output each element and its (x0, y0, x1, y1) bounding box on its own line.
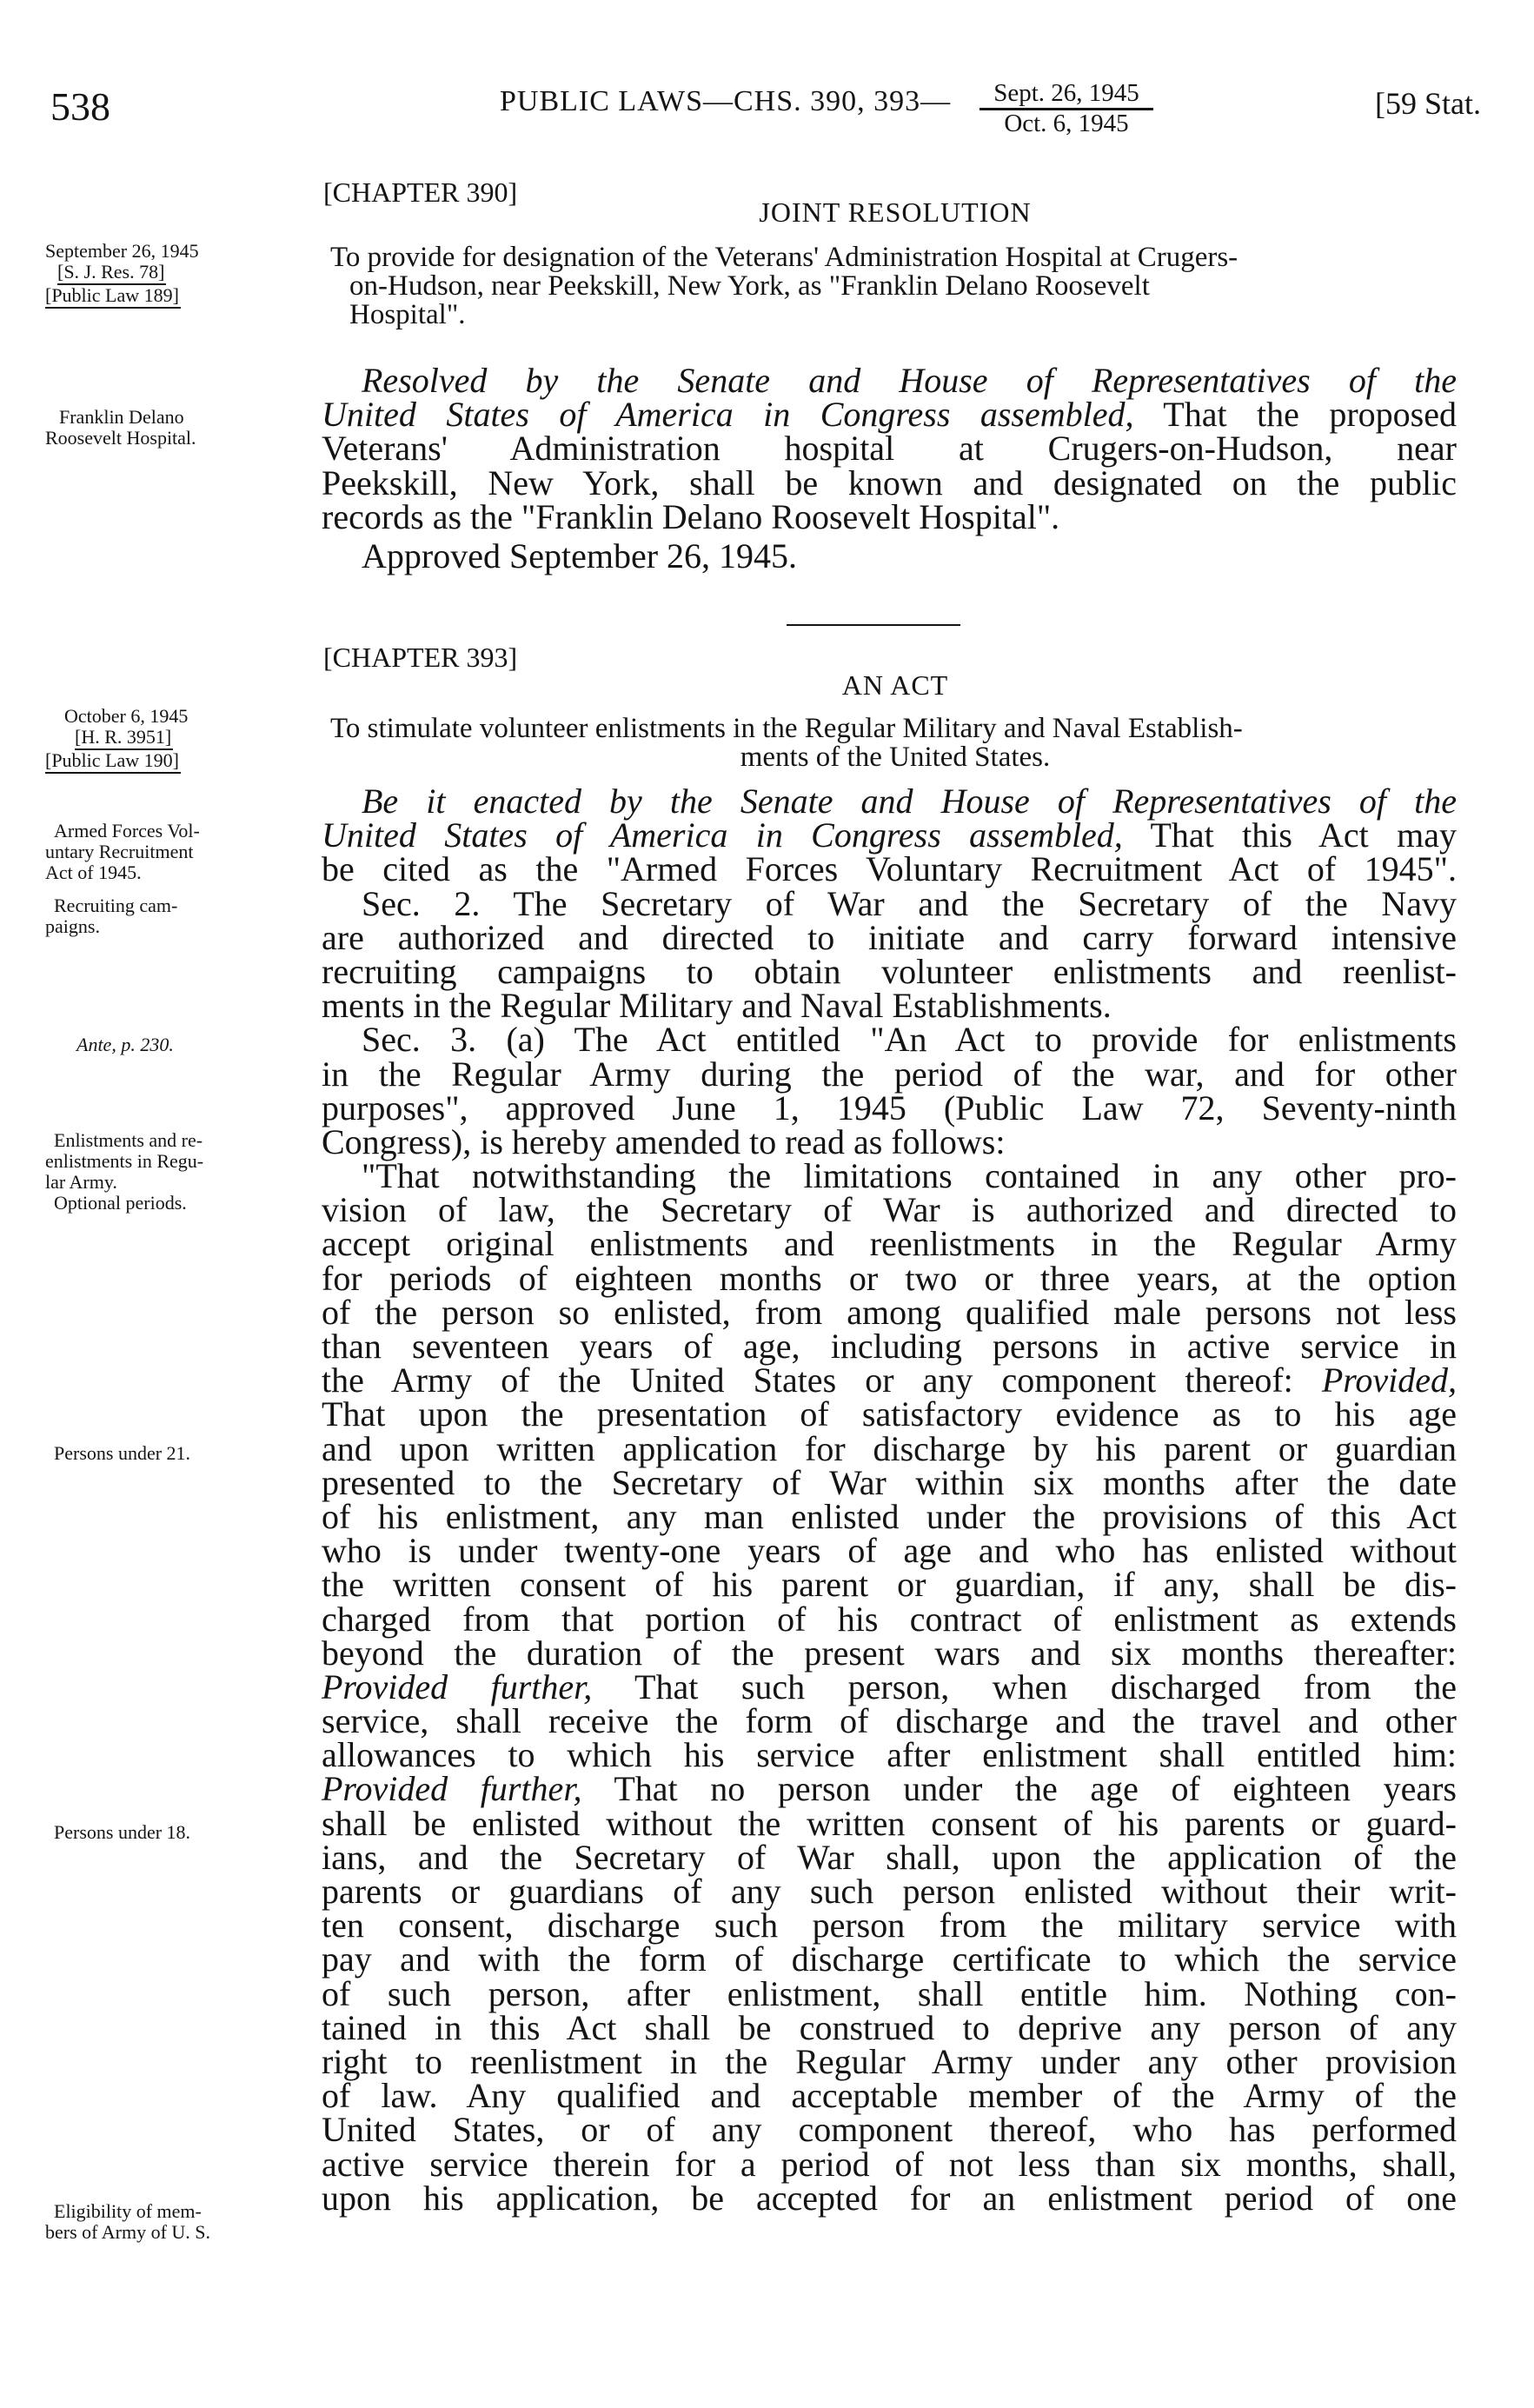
text-line: charged from that portion of his contract of enlistment as extends (322, 1599, 1457, 1639)
text-line: Congress), is hereby amended to read as follows: (322, 1121, 1006, 1161)
text-line: accept original enlistments and reenlistments in the Regular Army (322, 1224, 1457, 1264)
text-line: in the Regular Army during the period of the war, and for other (322, 1054, 1457, 1094)
margin-public-law: [Public Law 190] (45, 750, 181, 774)
text-line: ten consent, discharge such person from the military service with (322, 1906, 1457, 1946)
text-line: parents or guardians of any such person enlisted without their writ- (322, 1872, 1457, 1911)
text-line: recruiting campaigns to obtain volunteer enlistments and reenlist- (322, 951, 1457, 991)
text-line: upon his application, be accepted for an enlistment period of one (322, 2178, 1457, 2218)
chapter-393-purpose (330, 715, 1460, 772)
chapter-393-heading: [CHAPTER 393] (323, 642, 518, 673)
text-line: the written consent of his parent or guardian, if any, shall be dis- (322, 1565, 1457, 1605)
text-line: service, shall receive the form of discharge and the travel and other (322, 1701, 1457, 1741)
text-line: of the person so enlisted, from among qualified male persons not less (322, 1292, 1457, 1332)
text-line: Provided further, That such person, when discharged from the (322, 1666, 1457, 1706)
chapter-390-heading: [CHAPTER 390] (323, 176, 518, 208)
text-line: and upon written application for discharge by his parent or guardian (322, 1428, 1457, 1468)
margin-note-title: Armed Forces Vol- untary Recruitment Act of 1945. (45, 820, 200, 883)
text-line: presented to the Secretary of War within six months after the date (322, 1462, 1457, 1502)
purpose-line: on-Hudson, near Peekskill, New York, as "Franklin Delano Roosevelt (349, 270, 1150, 302)
text-line: "That notwithstanding the limitations contained in any other pro- (362, 1156, 1457, 1196)
text-line: for periods of eighteen months or two or three years, at the option (322, 1258, 1457, 1298)
text-line: who is under twenty-one years of age and who has enlisted without (322, 1531, 1457, 1571)
text-line: right to reenlistment in the Regular Army under any other provision (322, 2041, 1457, 2081)
text-line: Veterans' Administration hospital at Crugers-on-Hudson, near (322, 429, 1457, 469)
margin-note-under18: Persons under 18. (54, 1821, 191, 1843)
date-bottom: Oct. 6, 1945 (1004, 110, 1129, 138)
text-line: active service therein for a period of not less than six months, shall, (322, 2144, 1457, 2184)
text-line: tained in this Act shall be construed to deprive any person of any (322, 2007, 1457, 2047)
purpose-line: Hospital". (349, 299, 466, 330)
text-line: United States of America in Congress assembled, That the proposed (322, 395, 1457, 435)
margin-note-recruiting: Recruiting cam- paigns. (45, 895, 178, 937)
margin-date: September 26, 1945 (45, 240, 199, 262)
volume-citation: [59 Stat. (1375, 86, 1481, 121)
section-divider (787, 624, 960, 626)
page-number: 538 (50, 84, 110, 129)
date-range (962, 80, 1171, 137)
text-line: allowances to which his service after enlistment shall entitled him: (322, 1735, 1457, 1775)
margin-note-eligibility: Eligibility of mem- bers of Army of U. S. (45, 2200, 211, 2243)
chapter-390-body (322, 363, 1457, 573)
margin-note-fdr: Franklin Delano Roosevelt Hospital. (45, 406, 196, 449)
margin-note-under21: Persons under 21. (54, 1442, 191, 1464)
margin-note-enlistments: Enlistments and re- enlistments in Regu- lar Army. Optional periods. (45, 1129, 204, 1214)
text-line: pay and with the form of discharge certificate to which the service (322, 1939, 1457, 1979)
text-line: than seventeen years of age, including persons in active service in (322, 1327, 1457, 1366)
text-line: vision of law, the Secretary of War is authorized and directed to (322, 1190, 1457, 1230)
text-line: ians, and the Secretary of War shall, upon the application of the (322, 1837, 1457, 1877)
margin-note-ante: Ante, p. 230. (76, 1034, 174, 1055)
date-top: Sept. 26, 1945 (993, 79, 1139, 107)
purpose-line: ments of the United States. (740, 742, 1051, 773)
text-line: Sec. 2. The Secretary of War and the Secretary of the Navy (362, 883, 1457, 923)
running-head: PUBLIC LAWS—CHS. 390, 393— (500, 85, 952, 117)
chapter-393-body (322, 782, 1457, 2218)
margin-date: October 6, 1945 (64, 705, 189, 727)
act-title: AN ACT (841, 669, 949, 701)
text-line: of his enlistment, any man enlisted under the provisions of this Act (322, 1496, 1457, 1536)
margin-note-390 (45, 241, 306, 309)
text-line: shall be enlisted without the written consent of his parents or guard- (322, 1803, 1457, 1843)
text-line: of such person, after enlistment, shall entitle him. Nothing con- (322, 1973, 1457, 2013)
approved-date: Approved September 26, 1945. (362, 535, 798, 575)
purpose-line: To stimulate volunteer enlistments in the Regular Military and Naval Establish- (330, 713, 1243, 744)
text-line: United States, or of any component thereof, who has performed (322, 2110, 1457, 2150)
text-line: the Army of the United States or any component thereof: Provided, (322, 1360, 1457, 1400)
margin-bill: [S. J. Res. 78] (57, 262, 166, 285)
text-line: Sec. 3. (a) The Act entitled "An Act to provide for enlistments (362, 1020, 1457, 1060)
margin-public-law: [Public Law 189] (45, 285, 181, 309)
text-line: be cited as the "Armed Forces Voluntary Recruitment Act of 1945". (322, 849, 1457, 889)
purpose-line: To provide for designation of the Veterans' Administration Hospital at Crugers- (330, 242, 1238, 273)
text-line: ments in the Regular Military and Naval Establishments. (322, 986, 1112, 1026)
text-line: Provided further, That no person under the age of eighteen years (322, 1769, 1457, 1809)
chapter-390-purpose (330, 243, 1460, 329)
text-line: United States of America in Congress assembled, That this Act may (322, 815, 1457, 855)
margin-bill: [H. R. 3951] (75, 727, 173, 750)
text-line: Resolved by the Senate and House of Representatives of the (362, 361, 1457, 400)
text-line: Be it enacted by the Senate and House of Representatives of the (362, 782, 1457, 821)
text-line: are authorized and directed to initiate and carry forward intensive (322, 917, 1457, 957)
text-line: Peekskill, New York, shall be known and designated on the public (322, 462, 1457, 502)
text-line: purposes", approved June 1, 1945 (Public Law 72, Seventy-ninth (322, 1088, 1457, 1128)
text-line: That upon the presentation of satisfactory evidence as to his age (322, 1394, 1457, 1434)
text-line: records as the "Franklin Delano Roosevelt Hospital". (322, 496, 1060, 536)
joint-resolution-title: JOINT RESOLUTION (759, 196, 1032, 228)
text-line: beyond the duration of the present wars and six months thereafter: (322, 1633, 1457, 1673)
text-line: of law. Any qualified and acceptable member of the Army of the (322, 2076, 1457, 2116)
margin-note-393 (45, 706, 306, 774)
